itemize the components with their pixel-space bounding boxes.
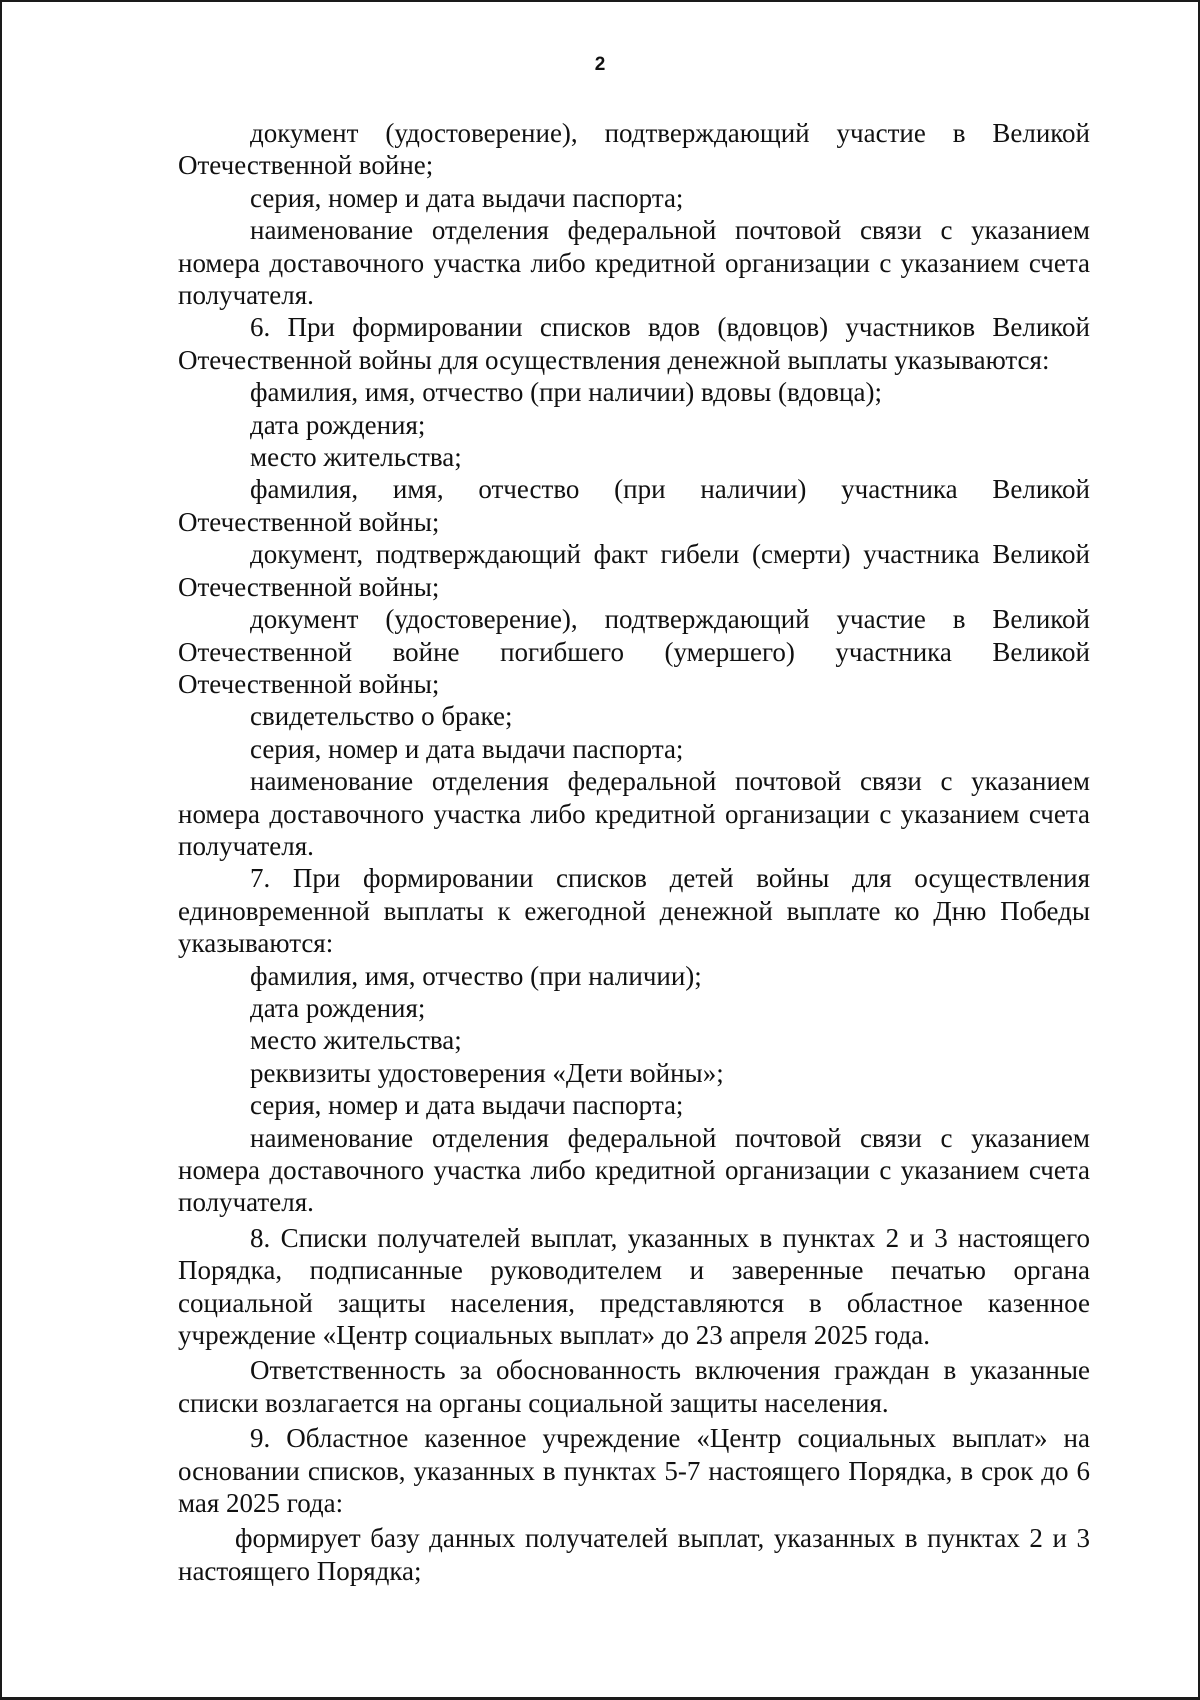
paragraph-passport: серия, номер и дата выдачи паспорта; bbox=[250, 733, 684, 764]
page-number: 2 bbox=[594, 54, 606, 75]
paragraph-residence: место жительства; bbox=[250, 1025, 462, 1056]
paragraph-residence: место жительства; bbox=[250, 442, 462, 473]
paragraph-marriage-certificate: свидетельство о браке; bbox=[250, 701, 513, 732]
paragraph-section-9: 9. Областное казенное учреждение «Центр социальных выплат» на основании списков, указанных в пунктах 5-7 настоящего Порядка, в срок до 6 мая 2025 года: bbox=[178, 1423, 1090, 1519]
paragraph-deceased-participant-document: документ (удостоверение), подтверждающий участие в Великой Отечественной войне погибшего (умершего) участника Великой Отечественной войны; bbox=[178, 604, 1090, 699]
paragraph-postal-office: наименование отделения федеральной почтовой связи с указанием номера доставочного участка либо кредитной организации с указанием счета получателя. bbox=[178, 215, 1090, 311]
paragraph-section-6: 6. При формировании списков вдов (вдовцов) участников Великой Отечественной войны для осуществления денежной выплаты указываются: bbox=[178, 312, 1090, 375]
paragraph-death-document: документ, подтверждающий факт гибели (смерти) участника Великой Отечественной войны; bbox=[178, 539, 1090, 602]
paragraph-postal-office: наименование отделения федеральной почтовой связи с указанием номера доставочного участка либо кредитной организации с указанием счета получателя. bbox=[178, 766, 1090, 861]
paragraph-participant-name: фамилия, имя, отчество (при наличии) участника Великой Отечественной войны; bbox=[178, 474, 1090, 537]
paragraph-children-of-war-certificate: реквизиты удостоверения «Дети войны»; bbox=[250, 1057, 724, 1088]
paragraph-birth-date: дата рождения; bbox=[250, 992, 426, 1023]
paragraph-passport: серия, номер и дата выдачи паспорта; bbox=[250, 1090, 684, 1121]
paragraph-responsibility: Ответственность за обоснованность включения граждан в указанные списки возлагается на органы социальной защиты населения. bbox=[178, 1355, 1090, 1418]
paragraph-database: формирует базу данных получателей выплат, указанных в пунктах 2 и 3 настоящего Порядка; bbox=[178, 1523, 1090, 1586]
paragraph-section-8: 8. Списки получателей выплат, указанных в пунктах 2 и 3 настоящего Порядка, подписанные руководителем и заверенные печатью органа социальной защиты населения, представляются в областное казенное учреждение «Центр социальных выплат» до 23 апреля 2025 года. bbox=[178, 1222, 1090, 1351]
paragraph-widow-name: фамилия, имя, отчество (при наличии) вдовы (вдовца); bbox=[250, 377, 882, 408]
paragraph-section-7: 7. При формировании списков детей войны для осуществления единовременной выплаты к ежегодной денежной выплате ко Дню Победы указываются: bbox=[178, 863, 1090, 959]
paragraph-child-name: фамилия, имя, отчество (при наличии); bbox=[250, 960, 702, 991]
document-body bbox=[178, 117, 1090, 1587]
paragraph-postal-office: наименование отделения федеральной почтовой связи с указанием номера доставочного участка либо кредитной организации с указанием счета получателя. bbox=[178, 1122, 1090, 1218]
paragraph-passport: серия, номер и дата выдачи паспорта; bbox=[250, 182, 684, 213]
paragraph-veteran-document: документ (удостоверение), подтверждающий участие в Великой Отечественной войне; bbox=[178, 118, 1090, 181]
paragraph-birth-date: дата рождения; bbox=[250, 409, 426, 440]
